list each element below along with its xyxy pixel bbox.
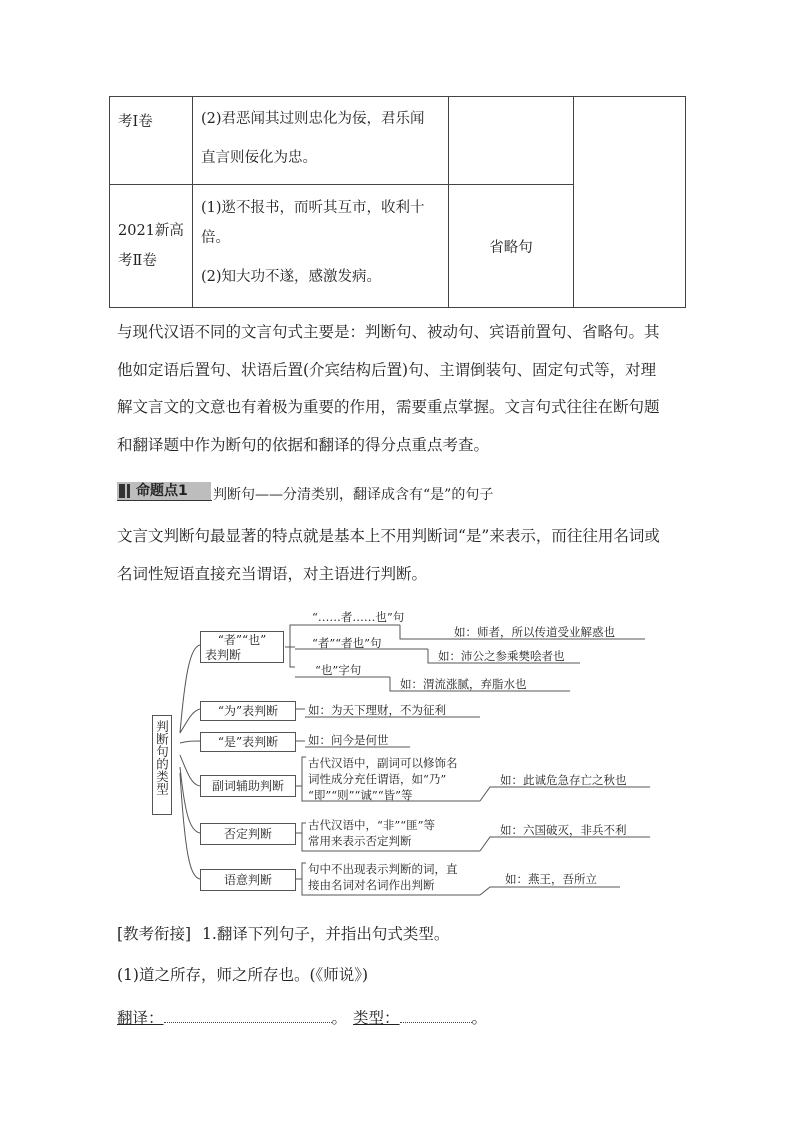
answer-row: 翻译： 。 类型： 。 xyxy=(117,1009,488,1027)
badge-bar-icon xyxy=(119,484,125,498)
table-cell-source: 考Ⅰ卷 xyxy=(110,97,193,185)
example: 如：师者，所以传道受业解惑也 xyxy=(454,625,615,639)
judgment-sentence-diagram xyxy=(140,605,660,905)
branch-adverb: 副词辅助判断 xyxy=(200,775,296,797)
example: 如：沛公之参乘樊哙者也 xyxy=(438,649,565,663)
table-row xyxy=(110,97,686,185)
branch-meaning: 语意判断 xyxy=(200,869,296,891)
branch-wei: “为”表判断 xyxy=(200,701,296,721)
sentence-line: (2)君恶闻其过则忠化为佞，君乐闻 xyxy=(201,111,425,127)
table-cell-extra xyxy=(574,185,686,308)
example: 如：问今是何世 xyxy=(308,733,389,747)
section-title: 判断句——分清类别，翻译成含有“是”的句子 xyxy=(213,487,494,503)
negation-note: 古代汉语中，“非”“匪”等 常用来表示否定判断 xyxy=(308,818,436,848)
diagram-root: 判断句的类型 xyxy=(152,715,172,815)
table-row xyxy=(110,185,686,308)
section-badge: 命题点1 xyxy=(117,482,211,500)
exam-table xyxy=(109,96,686,308)
exercise-item: (1)道之所存，师之所存也。(《师说》) xyxy=(117,966,369,984)
example: 如：燕王，吾所立 xyxy=(505,872,597,886)
example: 如：六国破灭，非兵不利 xyxy=(500,823,627,837)
type-blank[interactable] xyxy=(400,1008,472,1023)
intro-paragraph: 与现代汉语不同的文言句式主要是：判断句、被动句、宾语前置句、省略句。其 他如定语后置句、状语后置(介宾结构后置)句、主谓倒装句、固定句式等，对理 解文言文的文意也有着极为重要的作用，需要重点掌握。文言句式往往在断句题 和翻译题中作为断句的依据和翻译的得分点重点考查。 xyxy=(117,323,660,454)
sub-zhe-ye-sentence: “……者……也”句 xyxy=(312,610,405,624)
branch-zhe-ye: “者”“也” 表判断 xyxy=(200,631,284,663)
branch-negation: 否定判断 xyxy=(200,823,296,845)
example: 如：为天下理财，不为征利 xyxy=(308,703,446,717)
example: 如：此诚危急存亡之秋也 xyxy=(500,773,627,787)
adverb-note: 古代汉语中，副词可以修饰名 词性成分充任谓语，如“乃” “即”“则”“诚”“皆”等 xyxy=(308,756,458,802)
sub-zhe-sentence: “者”“者也”句 xyxy=(312,636,382,650)
table-cell-type xyxy=(449,97,574,185)
table-cell-sentence xyxy=(193,97,449,185)
table-cell-source: 2021新高 考Ⅱ卷 xyxy=(110,185,193,308)
sentence-line: 直言则佞化为忠。 xyxy=(201,150,317,166)
branch-shi: “是”表判断 xyxy=(200,732,296,752)
example: 如：渭流涨腻，弃脂水也 xyxy=(400,677,527,691)
translation-blank[interactable] xyxy=(164,1008,332,1023)
sub-ye-sentence: “也”字句 xyxy=(315,663,362,677)
exercise-prompt: [教考衔接] 1.翻译下列句子，并指出句式类型。 xyxy=(117,925,450,943)
definition-paragraph: 文言文判断句最显著的特点就是基本上不用判断词“是”来表示，而往往用名词或 名词性短语直接充当谓语，对主语进行判断。 xyxy=(117,527,660,583)
table-cell-type: 省略句 xyxy=(449,185,574,308)
table-cell-extra xyxy=(574,97,686,185)
table-cell-sentence: (1)逖不报书，而听其互市，收利十 倍。 (2)知大功不遂，感激发病。 xyxy=(193,185,449,308)
meaning-note: 句中不出现表示判断的词，直 接由名词对名词作出判断 xyxy=(308,862,458,892)
